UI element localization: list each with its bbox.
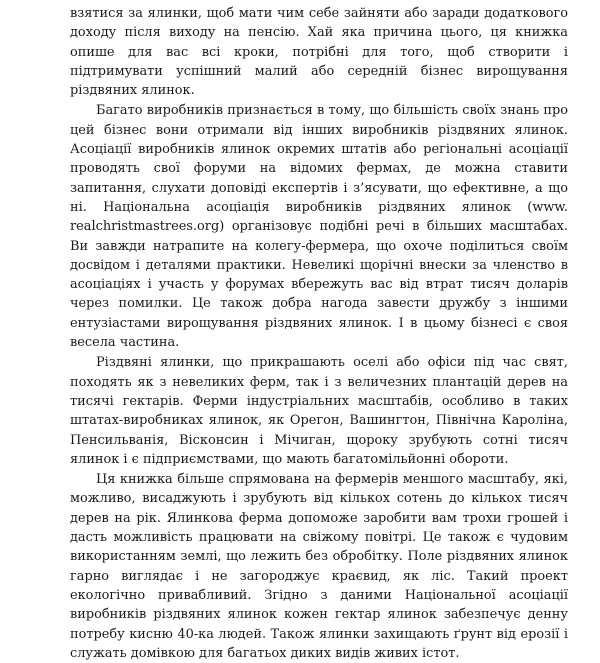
- paragraph-3: Різдвяні ялинки, що прикрашають оселі або офіси під час свят, походять як з невеликих ферм, так і з величезних плантацій дерев на тисячі гектарів. Ферми індустріальних масштабів, особливо в таких штатах-виробниках ялинок, як Орегон, Вашингтон, Північна Кароліна, Пенсильванія, Вісконсин і Мічиган, щороку зрубують сотні тисяч ялинок і є підприємствами, що мають багатомільйонні обороти.: [70, 355, 568, 467]
- paragraph-1: взятися за ялинки, щоб мати чим себе зайняти або заради додаткового доходу після виходу на пенсію. Хай яка причина цього, ця книжка опише для вас всі кроки, потрібні для того, щоб створити і підтримувати успішний малий або середній бізнес вирощування різдвяних ялинок.: [70, 6, 568, 99]
- paragraph-2: Багато виробників признається в тому, що більшість своїх знань про цей бізнес вони отримали від інших виробників різдвяних ялинок. Асоціації виробників ялинок окремих штатів або регіональні асоціації проводять свої форуми на відомих фермах, де можна ставити запитання, слухати доповіді експертів і з’ясувати, що ефективне, а що ні. Національна асоціація виробників різдвяних ялинок (www. realchristmastrees.org) організовує подібні речі в більших масштабах. Ви завжди натрапите на колегу-фермера, що охоче поділиться своїм досвідом і деталями практики. Невеликі щорічні внески за членство в асоціаціях і участь у форумах вбережуть вас від втрат тисяч доларів через помилки. Це також добра нагода завести дружбу з іншими ентузіастами вирощування різдвяних ялинок. І в цьому бізнесі є своя весела частина.: [70, 103, 568, 351]
- paragraph-4: Ця книжка більше спрямована на фермерів меншого масштабу, які, можливо, висаджують і зрубують від кількох сотень до кількох тисяч дерев на рік. Ялинкова ферма допоможе заробити вам трохи грошей і дасть можливість працювати на свіжому повітрі. Це також є чудовим використанням землі, що лежить без обробітку. Поле різдвяних ялинок гарно виглядає і не загороджує краєвид, як ліс. Такий проект екологічно привабливий. Згідно з даними Національної асоціації виробників різдвяних ялинок кожен гектар ялинок забезпечує денну потребу кисню 40-ка людей. Також ялинки захищають ґрунт від ерозії і служать домівкою для багатьох диких видів живих істот.: [70, 472, 568, 661]
